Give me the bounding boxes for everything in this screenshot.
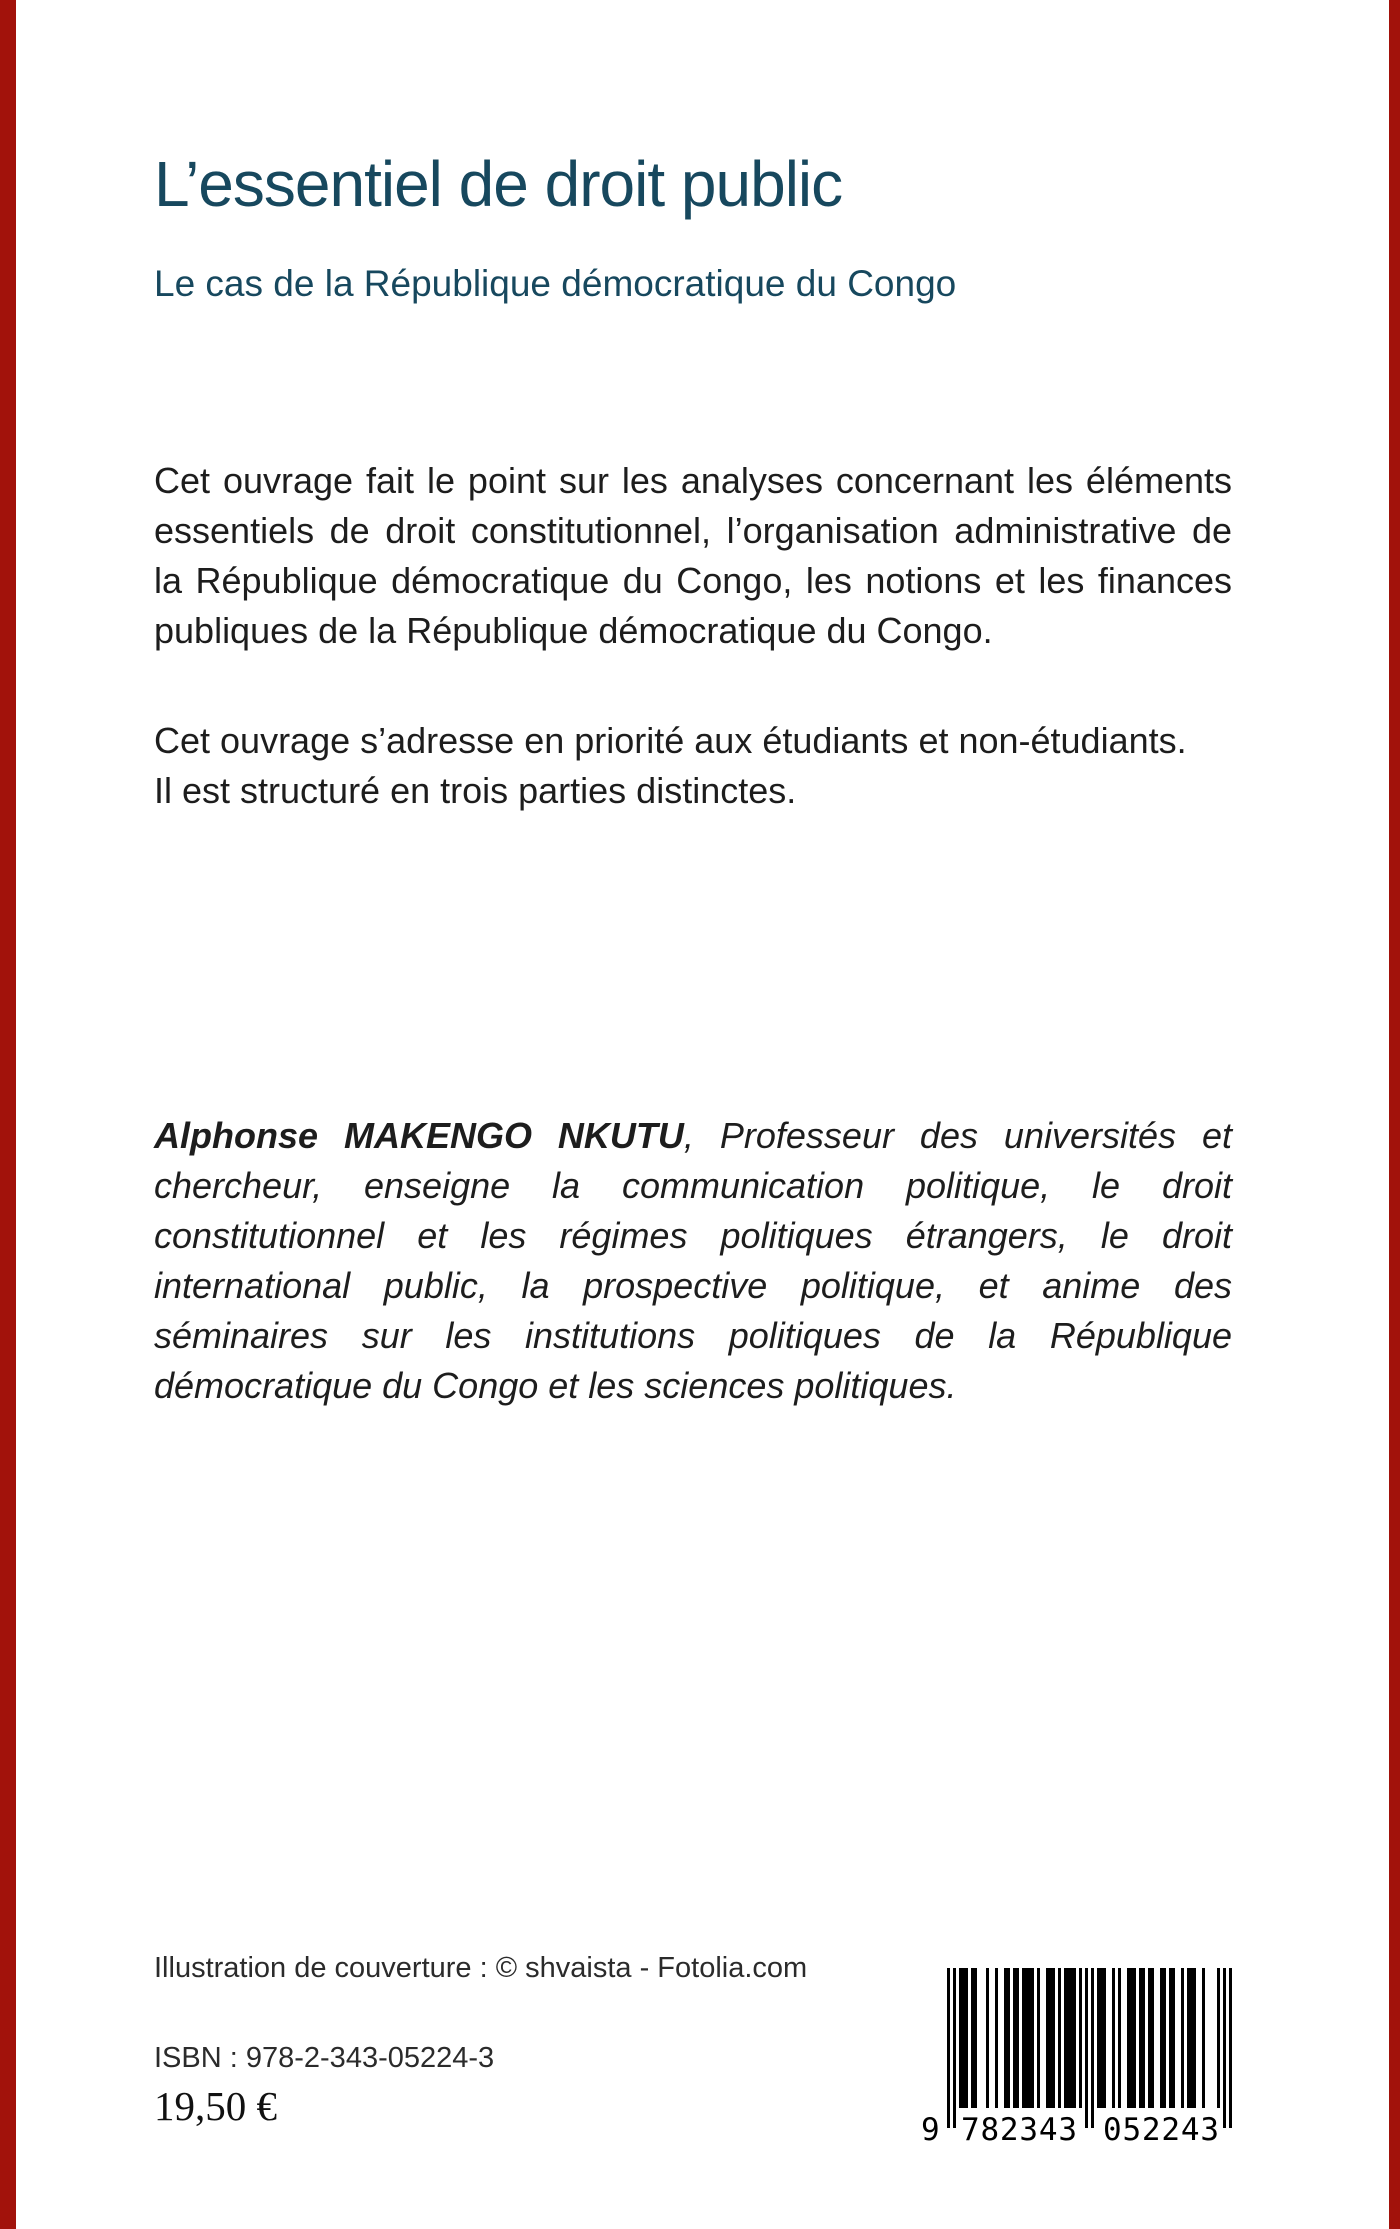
barcode-group1-digits: 782343 xyxy=(961,2112,1077,2144)
barcode-group2-digits: 052243 xyxy=(1103,2112,1219,2144)
price-text: 19,50 € xyxy=(154,2083,277,2129)
author-bio xyxy=(154,1111,1232,1411)
barcode-first-digit: 9 xyxy=(921,2112,940,2144)
cover-content xyxy=(154,148,1232,1447)
illustration-credit: Illustration de couverture : © shvaista - Fotolia.com xyxy=(154,1952,808,1984)
book-subtitle: Le cas de la République démocratique du Congo xyxy=(154,263,957,304)
description-paragraph-1: Cet ouvrage fait le point sur les analyses concernant les éléments essentiels de droit constitutionnel, l’organisation administrative de la République démocratique du Congo, les notions et les finances publiques de la République démocratique du Congo. xyxy=(154,460,1232,651)
author-bio-text: , Professeur des universités et chercheur, enseigne la communication politique, le droit constitutionnel et les régimes politiques étrangers, le droit international public, la prospective politique, et anime des séminaires sur les institutions politiques de la République démocratique du Congo et les sciences politiques. xyxy=(154,1115,1232,1406)
description-paragraph-3: Il est structuré en trois parties distinctes. xyxy=(154,770,797,811)
barcode-bars xyxy=(915,1968,1247,2144)
left-edge-band xyxy=(0,0,16,2229)
ean13-barcode xyxy=(915,1968,1247,2144)
description-paragraph-2: Cet ouvrage s’adresse en priorité aux étudiants et non-étudiants. xyxy=(154,720,1187,761)
author-name: Alphonse MAKENGO NKUTU xyxy=(154,1115,684,1156)
isbn-text: ISBN : 978-2-343-05224-3 xyxy=(154,2042,495,2074)
book-title: L’essentiel de droit public xyxy=(154,148,843,220)
right-edge-band xyxy=(1389,0,1400,2229)
